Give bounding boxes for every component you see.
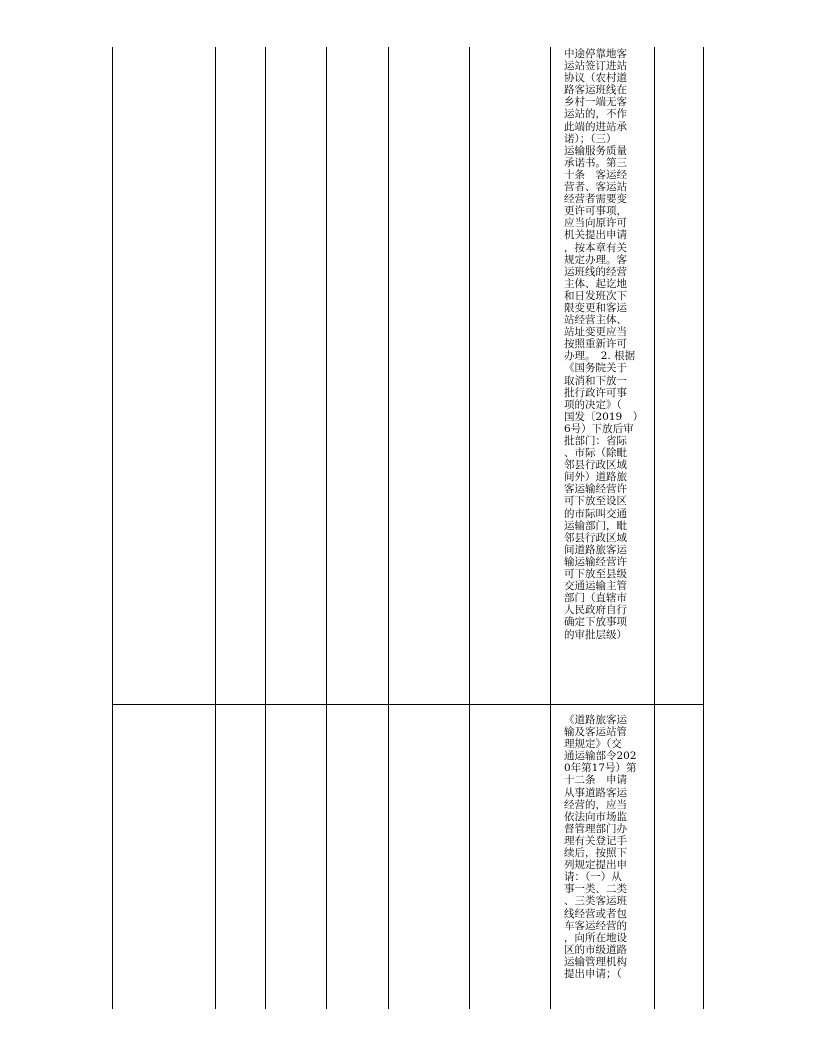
- column-border: [469, 47, 470, 1009]
- column-border: [703, 47, 704, 1009]
- column-border: [215, 47, 216, 1009]
- column-border: [326, 47, 327, 1009]
- row-border: [112, 704, 703, 705]
- column-border: [265, 47, 266, 1009]
- legal-basis-cell-row1: 中途停靠地客 运站签订进站 协议（农村道 路客运班线在 乡村一端无客 运站的，不作 此端的进站承 诺）；（三） 运输服务质量 承诺书。第三 十条 客运经 营者、客运站 经营者需要变 更许可事项， 应当向原许可 机关提出申请 ，按本章有关 规定办理。客 运班线的经营 主体、起讫地 和日发班次下 限变更和客运 站经营主体、 站址变更应当 按照重新许可 办理。 2. 根据 《国务院关于 取消和下放一 批行政许可事 项的决定》（ 国发〔2019 ） 6号）下放后审 批部门：省际 、市际（除毗 邻县行政区域 间外）道路旅 客运输经营许 可下放至设区 的市际叫交通 运输部门，毗 邻县行政区域 间道路旅客运 输运输经营许 可下放至县级 交通运输主管 部门（直辖市 人民政府自行 确定下放事项 的审批层级）: [564, 48, 644, 641]
- column-border: [550, 47, 551, 1009]
- column-border: [654, 47, 655, 1009]
- column-border: [388, 47, 389, 1009]
- legal-basis-cell-row2: 《道路旅客运 输及客运站管 理规定》（交 通运输部令202 0年第17号）第 十二条 申请 从事道路客运 经营的，应当 依法向市场监 督管理部门办 理有关登记手 续后，按照下 列规定提出申 请：（一）从 事一类、二类 、三类客运班 线经营或者包 车客运经营的 ，向所在地设 区的市级道路 运输管理机构 提出申请；（: [564, 714, 637, 980]
- column-border: [112, 47, 113, 1009]
